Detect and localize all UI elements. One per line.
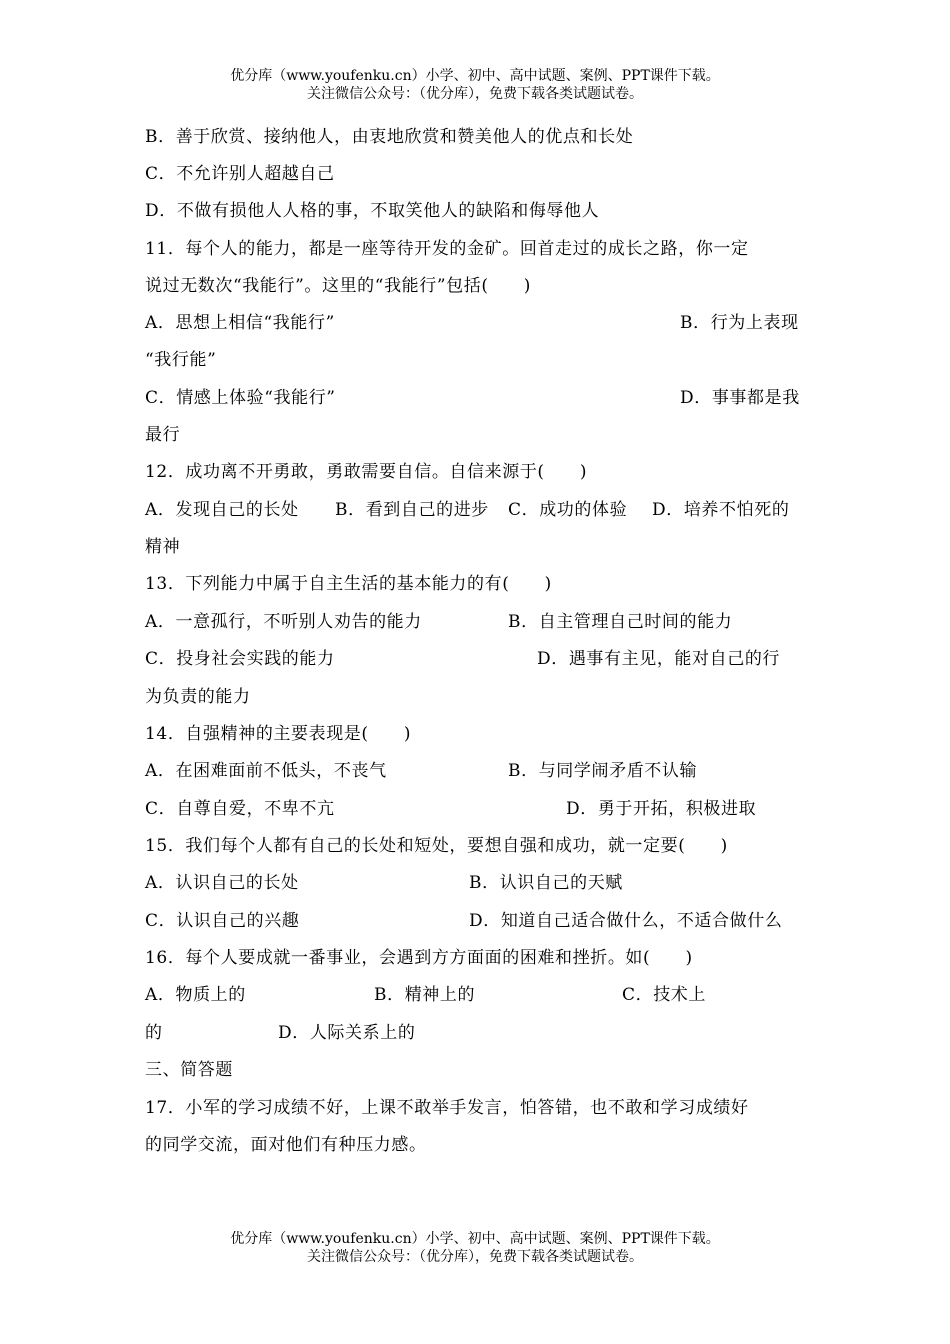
q12-option-d-continued: 精神 — [145, 537, 181, 557]
q13-option-d: D．遇事有主见，能对自己的行 — [537, 649, 781, 669]
q16-option-b: B．精神上的 — [374, 985, 476, 1005]
q15-option-a: A．认识自己的长处 — [145, 873, 299, 893]
q12-stem: 12．成功离不开勇敢，勇敢需要自信。自信来源于( ) — [145, 462, 588, 482]
q11-option-a: A．思想上相信“我能行” — [145, 313, 335, 333]
q17-line-2: 的同学交流，面对他们有种压力感。 — [145, 1135, 427, 1155]
q11-option-b: B．行为上表现 — [680, 313, 799, 333]
q14-option-d: D．勇于开拓，积极进取 — [566, 799, 757, 819]
q13-option-a: A．一意孤行，不听别人劝告的能力 — [145, 612, 422, 632]
q10-option-b: B．善于欣赏、接纳他人，由衷地欣赏和赞美他人的优点和长处 — [145, 127, 634, 147]
q13-option-b: B．自主管理自己时间的能力 — [508, 612, 733, 632]
q10-option-c: C．不允许别人超越自己 — [145, 164, 335, 184]
q11-stem-line-1: 11．每个人的能力，都是一座等待开发的金矿。回首走过的成长之路，你一定 — [145, 239, 749, 259]
header-line-1: 优分库（www.youfenku.cn）小学、初中、高中试题、案例、PPT课件下载。 — [230, 68, 720, 84]
q16-option-c: C．技术上 — [622, 985, 707, 1005]
q13-option-d-continued: 为负责的能力 — [145, 687, 251, 707]
q11-option-c: C．情感上体验“我能行” — [145, 388, 336, 408]
q11-option-d: D．事事都是我 — [680, 388, 800, 408]
footer-line-2: 关注微信公众号：（优分库），免费下载各类试题试卷。 — [307, 1249, 643, 1265]
section-3-heading: 三、简答题 — [145, 1060, 233, 1080]
q12-option-d: D．培养不怕死的 — [652, 500, 790, 520]
q14-option-a: A．在困难面前不低头，不丧气 — [145, 761, 387, 781]
q15-option-d: D．知道自己适合做什么，不适合做什么 — [469, 911, 783, 931]
q15-option-c: C．认识自己的兴趣 — [145, 911, 300, 931]
q12-option-a: A．发现自己的长处 — [145, 500, 299, 520]
footer-line-1: 优分库（www.youfenku.cn）小学、初中、高中试题、案例、PPT课件下载。 — [230, 1231, 720, 1247]
q13-option-c: C．投身社会实践的能力 — [145, 649, 335, 669]
q14-option-b: B．与同学闹矛盾不认输 — [508, 761, 698, 781]
q10-option-d: D．不做有损他人人格的事，不取笑他人的缺陷和侮辱他人 — [145, 201, 600, 221]
header-line-2: 关注微信公众号：（优分库），免费下载各类试题试卷。 — [307, 86, 643, 102]
q13-stem: 13．下列能力中属于自主生活的基本能力的有( ) — [145, 574, 552, 594]
q14-stem: 14．自强精神的主要表现是( ) — [145, 724, 412, 744]
q16-option-d: D．人际关系上的 — [278, 1023, 416, 1043]
q15-option-b: B．认识自己的天赋 — [469, 873, 623, 893]
q16-stem: 16．每个人要成就一番事业，会遇到方方面面的困难和挫折。如( ) — [145, 948, 693, 968]
q11-option-d-continued: 最行 — [145, 425, 181, 445]
q12-option-b: B．看到自己的进步 — [335, 500, 489, 520]
q14-option-c: C．自尊自爱，不卑不亢 — [145, 799, 335, 819]
q16-option-a: A．物质上的 — [145, 985, 246, 1005]
q15-stem: 15．我们每个人都有自己的长处和短处，要想自强和成功，就一定要( ) — [145, 836, 728, 856]
q11-option-b-continued: “我行能” — [145, 350, 217, 370]
q17-line-1: 17．小军的学习成绩不好，上课不敢举手发言，怕答错，也不敢和学习成绩好 — [145, 1098, 749, 1118]
q11-stem-line-2: 说过无数次“我能行”。这里的“我能行”包括( ) — [145, 276, 532, 296]
q16-option-c-continued: 的 — [145, 1023, 163, 1043]
q12-option-c: C．成功的体验 — [508, 500, 628, 520]
